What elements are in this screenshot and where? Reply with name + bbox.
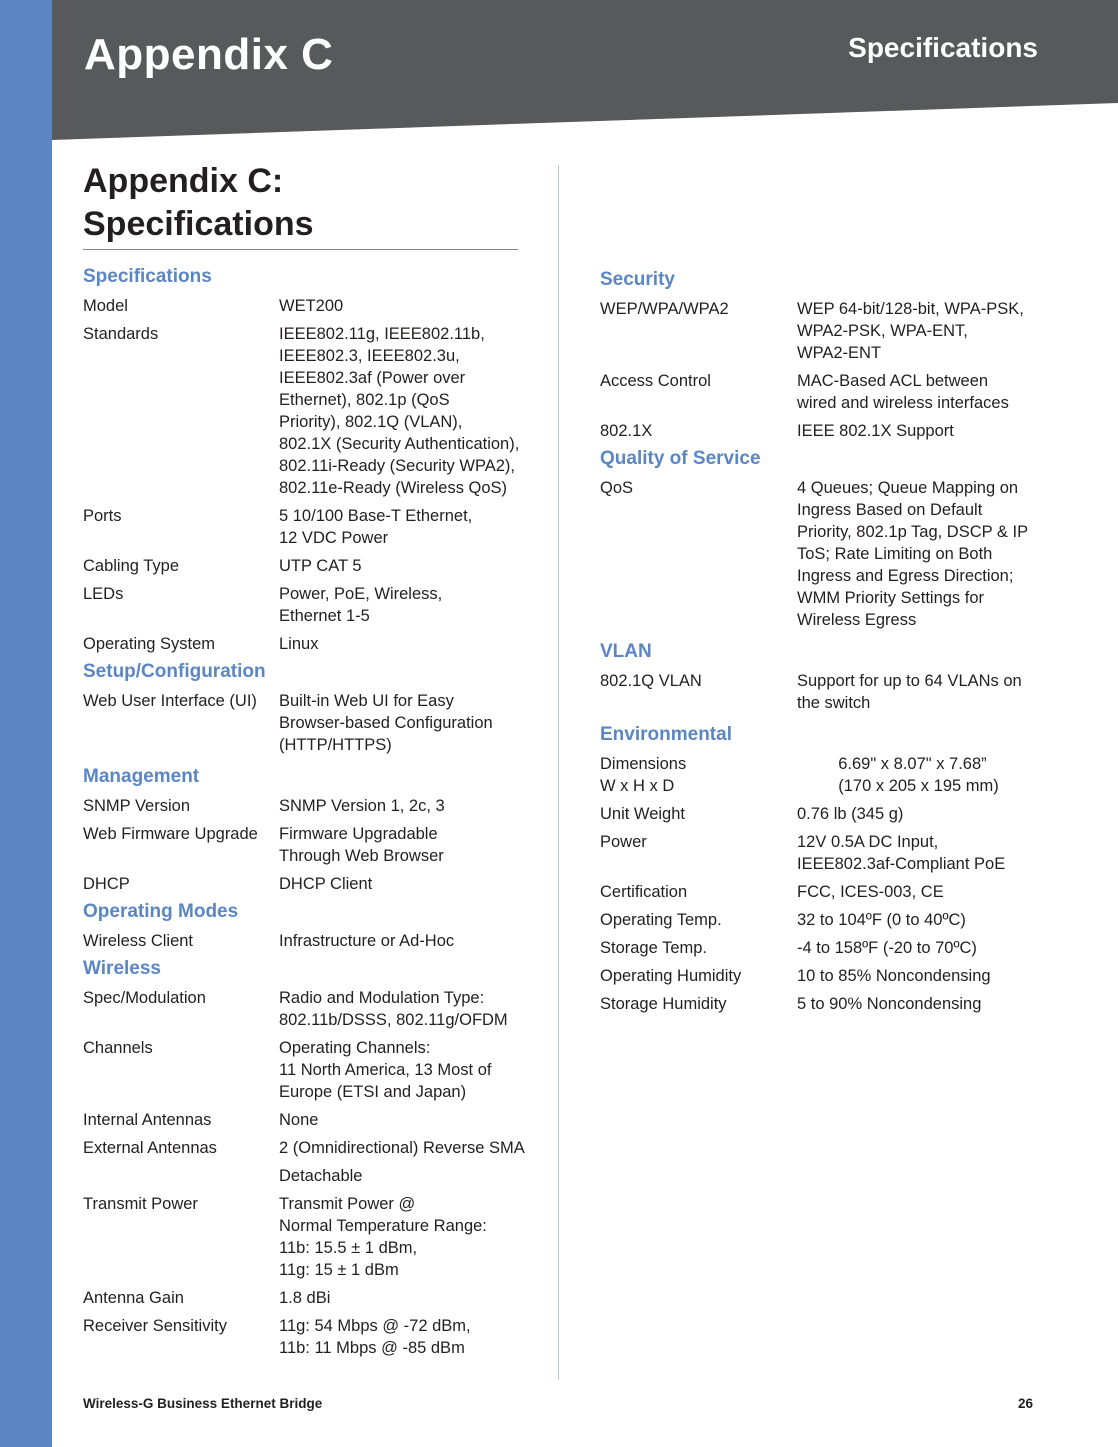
spec-label: Power — [600, 833, 647, 851]
page-title-line2: Specifications — [83, 205, 314, 243]
left-column — [83, 266, 538, 1365]
spec-label: Dimensions W x H x D — [600, 755, 687, 795]
spec-value: 1.8 dBi — [279, 1289, 331, 1307]
spec-row — [83, 633, 538, 655]
spec-value: Operating Channels: 11 North America, 13 Most of Europe (ETSI and Japan) — [279, 1039, 492, 1101]
spec-value: Detachable — [279, 1167, 363, 1185]
spec-label — [83, 1165, 279, 1187]
spec-value: FCC, ICES-003, CE — [797, 883, 944, 901]
spec-label: Storage Temp. — [600, 939, 708, 957]
spec-value: Linux — [279, 635, 319, 653]
spec-row — [600, 420, 1040, 442]
spec-row — [83, 505, 538, 549]
spec-value: IEEE 802.1X Support — [797, 422, 954, 440]
spec-label: Internal Antennas — [83, 1111, 212, 1129]
spec-row — [600, 803, 1040, 825]
spec-label: Web Firmware Upgrade — [83, 825, 258, 843]
section-heading-security: Security — [600, 269, 675, 290]
section-heading-qos: Quality of Service — [600, 448, 761, 469]
spec-label: WEP/WPA/WPA2 — [600, 300, 729, 318]
page-title — [83, 160, 518, 250]
spec-row — [600, 937, 1040, 959]
spec-value: 10 to 85% Noncondensing — [797, 967, 991, 985]
spec-row — [83, 873, 538, 895]
spec-value: Power, PoE, Wireless, Ethernet 1-5 — [279, 585, 443, 625]
spec-label: Storage Humidity — [600, 995, 727, 1013]
footer-product-name: Wireless-G Business Ethernet Bridge — [83, 1396, 323, 1411]
spec-label: Ports — [83, 507, 122, 525]
spec-row — [600, 370, 1040, 414]
spec-value: -4 to 158ºF (-20 to 70ºC) — [797, 939, 977, 957]
spec-row — [83, 1109, 538, 1131]
spec-label: External Antennas — [83, 1139, 217, 1157]
spec-row — [600, 881, 1040, 903]
spec-label: Operating System — [83, 635, 216, 653]
spec-row — [83, 1165, 538, 1187]
right-column — [600, 269, 1040, 1021]
spec-value: WET200 — [279, 297, 344, 315]
spec-label: Antenna Gain — [83, 1289, 184, 1307]
section-heading-management: Management — [83, 766, 200, 787]
spec-row — [600, 670, 1040, 714]
spec-row — [83, 795, 538, 817]
spec-row — [83, 1037, 538, 1103]
spec-value: 0.76 lb (345 g) — [797, 805, 904, 823]
column-divider — [558, 165, 559, 1380]
spec-value: 5 to 90% Noncondensing — [797, 995, 982, 1013]
spec-row — [83, 1315, 538, 1359]
spec-value: Transmit Power @ Normal Temperature Range: 11b: 15.5 ± 1 dBm, 11g: 15 ± 1 dBm — [279, 1195, 487, 1279]
header-title: Appendix C — [84, 30, 334, 79]
spec-label: Model — [83, 297, 128, 315]
spec-value: 11g: 54 Mbps @ -72 dBm, 11b: 11 Mbps @ -85 dBm — [279, 1317, 471, 1357]
spec-row — [83, 295, 538, 317]
spec-label: Cabling Type — [83, 557, 180, 575]
spec-row — [600, 831, 1040, 875]
spec-row — [83, 323, 538, 499]
spec-value: None — [279, 1111, 319, 1129]
side-color-bar — [0, 0, 52, 1447]
spec-value: 4 Queues; Queue Mapping on Ingress Based on Default Priority, 802.1p Tag, DSCP & IP ToS; Rate Limiting on Both Ingress and Egress Direction; WMM Priority Settings for Wireless Egress — [797, 479, 1029, 629]
spec-row — [83, 555, 538, 577]
spec-label: Access Control — [600, 372, 711, 390]
spec-label: Standards — [83, 325, 159, 343]
spec-label: LEDs — [83, 585, 124, 603]
section-heading-specifications: Specifications — [83, 266, 212, 287]
spec-label: Operating Humidity — [600, 967, 742, 985]
spec-row — [83, 823, 538, 867]
spec-row — [83, 583, 538, 627]
spec-value: UTP CAT 5 — [279, 557, 362, 575]
spec-row — [83, 1287, 538, 1309]
spec-value: MAC-Based ACL between wired and wireless interfaces — [797, 372, 1009, 412]
section-heading-vlan: VLAN — [600, 641, 652, 662]
spec-value: Infrastructure or Ad-Hoc — [279, 932, 455, 950]
spec-label: Wireless Client — [83, 932, 194, 950]
spec-label: DHCP — [83, 875, 130, 893]
spec-label: Spec/Modulation — [83, 989, 206, 1007]
spec-value: 32 to 104ºF (0 to 40ºC) — [797, 911, 966, 929]
spec-row — [600, 477, 1040, 631]
spec-value: 6.69" x 8.07" x 7.68” (170 x 205 x 195 mm) — [838, 755, 999, 795]
spec-row — [83, 930, 538, 952]
spec-value: 5 10/100 Base-T Ethernet, 12 VDC Power — [279, 507, 473, 547]
section-heading-setup: Setup/Configuration — [83, 661, 266, 682]
spec-value: Firmware Upgradable Through Web Browser — [279, 825, 444, 865]
header-section-label: Specifications — [848, 32, 1038, 63]
spec-label: Web User Interface (UI) — [83, 692, 257, 710]
spec-value: DHCP Client — [279, 875, 373, 893]
footer-page-number: 26 — [1018, 1396, 1034, 1411]
spec-row — [83, 690, 538, 756]
spec-label: Operating Temp. — [600, 911, 722, 929]
spec-row — [600, 965, 1040, 987]
page-title-line1: Appendix C: — [83, 162, 284, 200]
spec-value: IEEE802.11g, IEEE802.11b, IEEE802.3, IEEE802.3u, IEEE802.3af (Power over Ethernet), 802.1p (QoS Priority), 802.1Q (VLAN), 802.1X (Security Authentication), 802.11i-Ready (Security WPA2), 802.11e-Ready (Wireless QoS) — [279, 325, 520, 497]
spec-label: Transmit Power — [83, 1195, 198, 1213]
spec-row — [600, 993, 1040, 1015]
spec-value: Built-in Web UI for Easy Browser-based Configuration (HTTP/HTTPS) — [279, 692, 493, 754]
spec-row — [83, 987, 538, 1031]
spec-row — [600, 909, 1040, 931]
spec-label: Unit Weight — [600, 805, 685, 823]
spec-label: 802.1Q VLAN — [600, 672, 702, 690]
spec-label: Channels — [83, 1039, 153, 1057]
spec-label: Receiver Sensitivity — [83, 1317, 227, 1335]
spec-value: Support for up to 64 VLANs on the switch — [797, 672, 1022, 712]
spec-label: 802.1X — [600, 422, 653, 440]
spec-value: WEP 64-bit/128-bit, WPA-PSK, WPA2-PSK, WPA-ENT, WPA2-ENT — [797, 300, 1024, 362]
spec-value: SNMP Version 1, 2c, 3 — [279, 797, 445, 815]
spec-row — [83, 1137, 538, 1159]
spec-label: Certification — [600, 883, 688, 901]
spec-row — [600, 753, 1040, 797]
spec-value: Radio and Modulation Type: 802.11b/DSSS, 802.11g/OFDM — [279, 989, 508, 1029]
section-heading-wireless: Wireless — [83, 958, 161, 979]
spec-value: 12V 0.5A DC Input, IEEE802.3af-Compliant PoE — [797, 833, 1006, 873]
spec-row — [83, 1193, 538, 1281]
section-heading-environmental: Environmental — [600, 724, 732, 745]
spec-label: SNMP Version — [83, 797, 190, 815]
spec-value: 2 (Omnidirectional) Reverse SMA — [279, 1139, 525, 1157]
spec-label: QoS — [600, 479, 634, 497]
section-heading-operating-modes: Operating Modes — [83, 901, 239, 922]
spec-row — [600, 298, 1040, 364]
